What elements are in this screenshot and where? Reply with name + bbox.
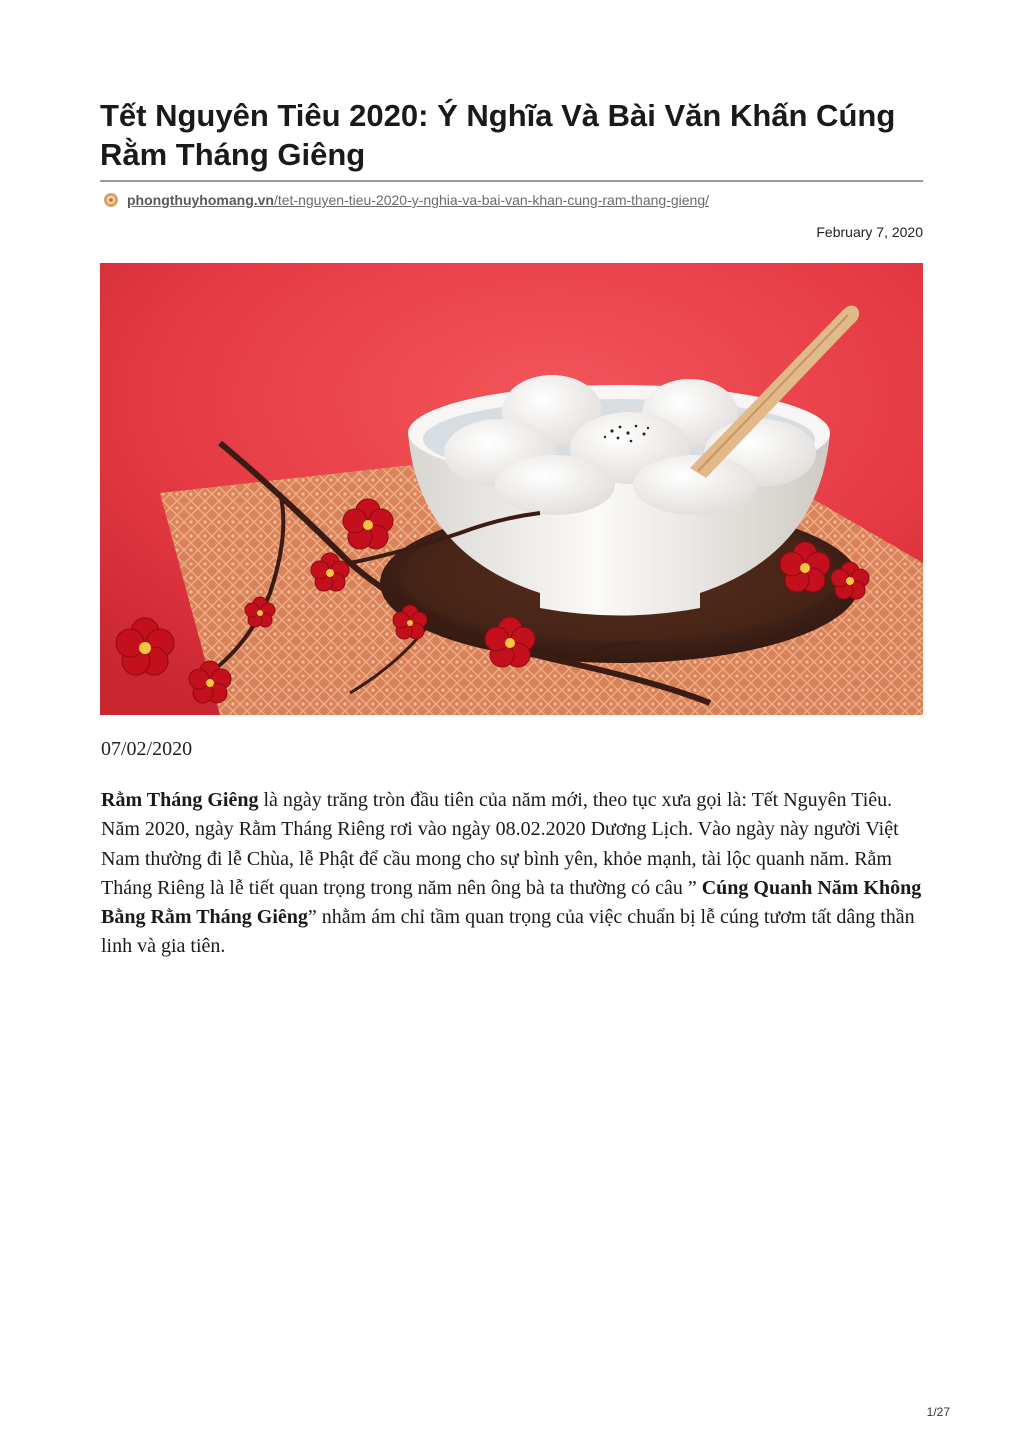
article-title: Tết Nguyên Tiêu 2020: Ý Nghĩa Và Bài Văn Khấn Cúng Rằm Tháng Giêng <box>100 98 896 172</box>
source-path: /tet-nguyen-tieu-2020-y-nghia-va-bai-van-khan-cung-ram-thang-gieng/ <box>273 192 709 208</box>
title-divider <box>100 180 923 182</box>
bold-quote: Cúng Quanh Năm Không Bằng Rằm Tháng Giêng <box>101 876 922 929</box>
paragraph-text-2: ” nhằm ám chỉ tầm quan trọng của việc chuẩn bị lễ cúng tươm tất dâng thần linh và gia tiên. <box>101 906 915 958</box>
source-line <box>103 190 709 210</box>
paragraph-text-1: là ngày trăng tròn đầu tiên của năm mới, theo tục xưa gọi là: Tết Nguyên Tiêu. Năm 2020, ngày Rằm Tháng Riêng rơi vào ngày 08.02.2020 Dương Lịch. Vào ngày này người Việt Nam thường đi lễ Chùa, lễ Phật để cầu mong cho sự bình yên, khỏe mạnh, tài lộc quanh năm. Rằm Tháng Riêng là lễ tiết quan trọng trong năm nên ông bà ta thường có câu ” <box>101 789 899 899</box>
publish-date: February 7, 2020 <box>816 224 923 240</box>
page-number: 1/27 <box>926 1405 950 1419</box>
source-domain: phongthuyhomang.vn <box>127 192 274 208</box>
site-favicon-icon <box>103 192 119 208</box>
article-date: 07/02/2020 <box>101 738 193 760</box>
source-link[interactable] <box>127 192 709 208</box>
intro-paragraph <box>101 786 931 962</box>
hero-image <box>100 263 923 715</box>
bold-lead: Rằm Tháng Giêng <box>101 789 259 811</box>
